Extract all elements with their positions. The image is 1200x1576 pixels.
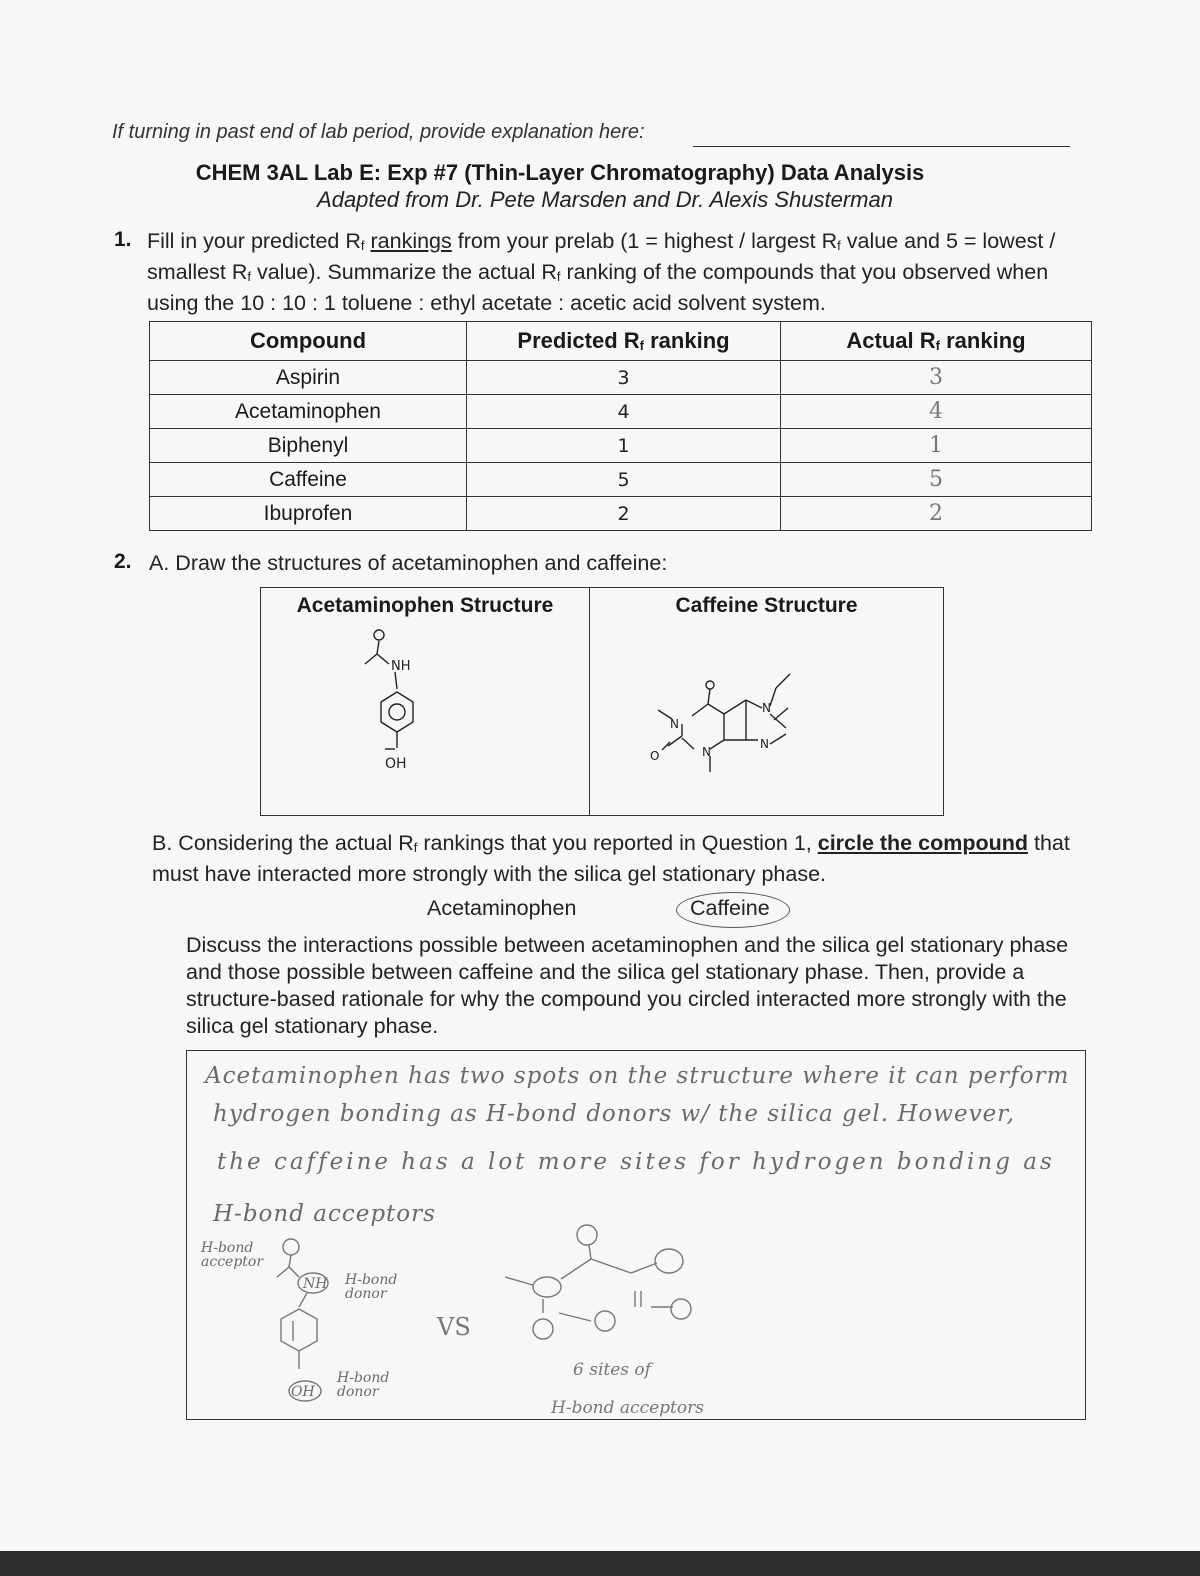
actual-cell[interactable]: 5 xyxy=(781,463,1092,497)
discussion-prompt: Discuss the interactions possible between acetaminophen and the silica gel stationary phase and those possible between caffeine and the silica gel stationary phase. Then, provide a structure-based rationale for why the compound you circled interacted more strongly with the silica gel stationary phase. xyxy=(186,933,1069,1038)
actual-cell[interactable]: 1 xyxy=(781,429,1092,463)
table-row xyxy=(150,497,1092,531)
caffeine-structure-header: Caffeine Structure xyxy=(675,594,858,617)
caffeine-circle-mark xyxy=(676,892,790,928)
caffeine-drawing xyxy=(590,624,946,814)
acetaminophen-oh-label: OH xyxy=(385,756,407,772)
answer-line-3: the caffeine has a lot more sites for hydrogen bonding as xyxy=(217,1149,1055,1175)
header-predicted: Predicted $R_f$ ranking xyxy=(467,322,781,361)
question-2b-text: B. Considering the actual $R_f$ rankings that you reported in Question 1, circle the compound that must have interacted more strongly with the silica gel stationary phase. xyxy=(152,831,1070,886)
sites-line-1: 6 sites of xyxy=(573,1360,651,1380)
answer-line-2: hydrogen bonding as H-bond donors w/ the silica gel. However, xyxy=(213,1101,1015,1127)
predicted-cell[interactable]: 1 xyxy=(467,429,781,463)
answer-box[interactable] xyxy=(186,1050,1086,1420)
caffeine-n-label: N xyxy=(702,745,711,759)
vs-text: VS xyxy=(437,1313,471,1341)
acetaminophen-drawing xyxy=(261,624,587,814)
actual-cell[interactable]: 4 xyxy=(781,395,1092,429)
predicted-cell[interactable]: 2 xyxy=(467,497,781,531)
predicted-cell[interactable]: 3 xyxy=(467,361,781,395)
predicted-cell[interactable]: 4 xyxy=(467,395,781,429)
compound-cell: Caffeine xyxy=(150,463,467,497)
predicted-cell[interactable]: 5 xyxy=(467,463,781,497)
compound-cell: Biphenyl xyxy=(150,429,467,463)
acetaminophen-structure-header: Acetaminophen Structure xyxy=(296,594,554,617)
page-title: CHEM 3AL Lab E: Exp #7 (Thin-Layer Chromatography) Data Analysis xyxy=(195,160,925,185)
table-row xyxy=(150,395,1092,429)
caffeine-n-label: N xyxy=(670,717,679,731)
acceptor-note: H-bond acceptor xyxy=(201,1240,264,1270)
page-subtitle: Adapted from Dr. Pete Marsden and Dr. Alexis Shusterman xyxy=(317,187,893,212)
acetaminophen-structure-cell[interactable] xyxy=(261,588,590,816)
question-2a-text: A. Draw the structures of acetaminophen and caffeine: xyxy=(149,551,668,575)
table-row xyxy=(150,463,1092,497)
late-explanation-line xyxy=(693,146,1070,147)
table-row xyxy=(150,429,1092,463)
oh-circled-label: OH xyxy=(291,1384,315,1400)
circle-the-compound-instruction: circle the compound xyxy=(817,831,1028,855)
actual-cell[interactable]: 3 xyxy=(781,361,1092,395)
structure-table xyxy=(260,587,944,816)
acetaminophen-nh-label: NH xyxy=(391,659,411,674)
question-1-number: 1. xyxy=(114,228,132,251)
nh-donor-note: H-bond donor xyxy=(345,1272,398,1302)
caffeine-n-label: N xyxy=(760,737,769,751)
compound-cell: Ibuprofen xyxy=(150,497,467,531)
oh-donor-note: H-bond donor xyxy=(337,1370,390,1400)
sites-line-2: H-bond acceptors xyxy=(551,1398,704,1418)
table-row xyxy=(150,361,1092,395)
nh-circled-label: NH xyxy=(303,1276,328,1292)
scan-edge xyxy=(0,1551,1200,1576)
compound-cell: Aspirin xyxy=(150,361,467,395)
caffeine-structure-cell[interactable] xyxy=(590,588,944,816)
actual-cell[interactable]: 2 xyxy=(781,497,1092,531)
answer-sketch xyxy=(187,1051,1085,1419)
answer-line-4: H-bond acceptors xyxy=(213,1201,436,1227)
rankings-underlined: rankings xyxy=(370,229,452,253)
choice-acetaminophen[interactable]: Acetaminophen xyxy=(427,896,577,920)
caffeine-n-label: N xyxy=(762,701,771,715)
caffeine-o-label: O xyxy=(650,749,660,763)
header-actual: Actual $R_f$ ranking xyxy=(781,322,1092,361)
late-explanation-label: If turning in past end of lab period, provide explanation here: xyxy=(112,121,645,143)
compound-cell: Acetaminophen xyxy=(150,395,467,429)
question-1-text: Fill in your predicted $R_f$ rankings from your prelab (1 = highest / largest $R_f$ value and 5 = lowest / smallest $R_f$ value). Summarize the actual $R_f$ ranking of the compounds that you observed when using the 10 : 10 : 1 toluene : ethyl acetate : acetic acid solvent system. xyxy=(147,229,1056,315)
header-compound: Compound xyxy=(150,322,467,361)
table-header-row xyxy=(150,322,1092,361)
choice-caffeine[interactable]: Caffeine xyxy=(690,896,770,920)
rf-ranking-table xyxy=(149,321,1092,531)
answer-line-1: Acetaminophen has two spots on the structure where it can perform xyxy=(205,1063,1070,1089)
question-2-number: 2. xyxy=(114,550,132,573)
